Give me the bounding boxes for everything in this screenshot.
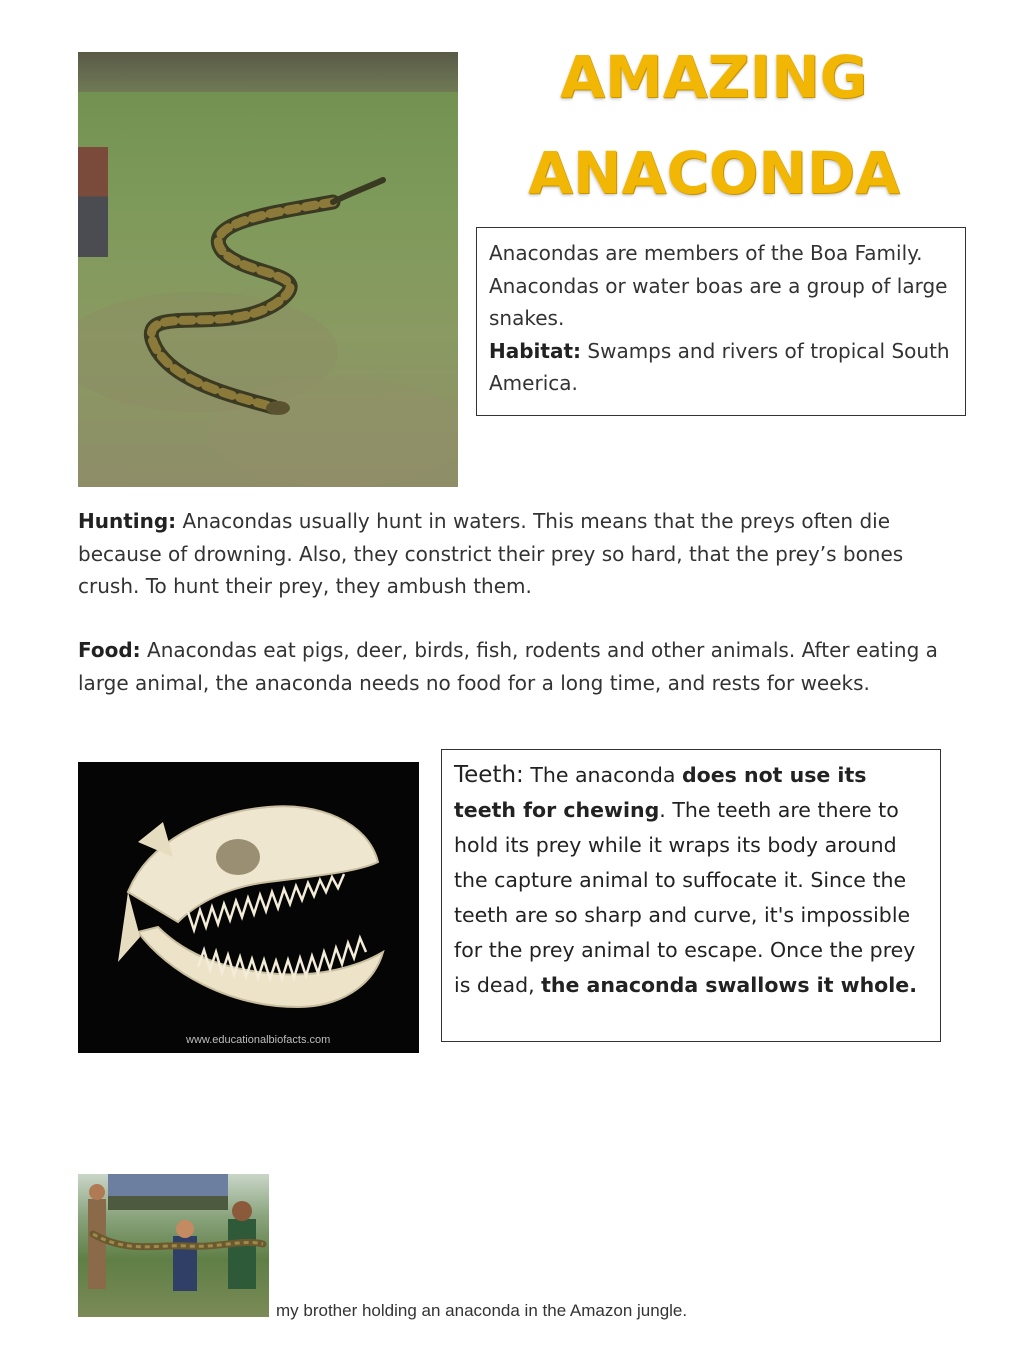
- teeth-bold-2: the anaconda swallows it whole.: [541, 973, 917, 997]
- teeth-label: Teeth:: [454, 762, 524, 788]
- hunting-paragraph: [78, 505, 948, 603]
- teeth-bold-1: does not use its teeth for chewing: [454, 763, 867, 822]
- anaconda-on-grass-photo: [78, 52, 458, 487]
- snake-illustration: [78, 52, 458, 487]
- food-label: Food:: [78, 638, 141, 662]
- habitat-text: Swamps and rivers of tropical South America.: [489, 338, 950, 395]
- food-text: Anacondas eat pigs, deer, birds, fish, rodents and other animals. After eating a large animal, the anaconda needs no food for a long time, and rests for weeks.: [78, 638, 938, 695]
- skull-watermark: www.educationalbiofacts.com: [186, 1034, 331, 1046]
- intro-box: [476, 227, 966, 416]
- skull-illustration: [78, 762, 419, 1053]
- food-paragraph: [78, 634, 948, 699]
- page-title-line-1: AMAZING: [560, 43, 868, 111]
- hunting-label: Hunting:: [78, 509, 177, 533]
- anaconda-skull-photo: [78, 762, 419, 1053]
- teeth-box: [441, 749, 941, 1042]
- teeth-text-1: The anaconda: [523, 763, 682, 787]
- photo-caption: my brother holding an anaconda in the Amazon jungle.: [276, 1301, 688, 1320]
- page-title-line-2: ANACONDA: [528, 139, 900, 207]
- hunting-text: Anacondas usually hunt in waters. This means that the preys often die because of drowning. Also, they constrict their prey so hard, that the prey’s bones crush. To hunt their prey, they ambush them.: [78, 509, 904, 598]
- people-holding-anaconda-photo: [78, 1174, 269, 1317]
- habitat-label: Habitat:: [489, 338, 582, 363]
- teeth-text-2: . The teeth are there to hold its prey while it wraps its body around the capture animal to suffocate it. Since the teeth are so sharp and curve, it's impossible for the prey animal to escape. Once the prey is dead,: [454, 798, 916, 997]
- people-illustration: [78, 1174, 269, 1317]
- intro-text: Anacondas are members of the Boa Family. Anacondas or water boas are a group of large snakes.: [489, 241, 948, 330]
